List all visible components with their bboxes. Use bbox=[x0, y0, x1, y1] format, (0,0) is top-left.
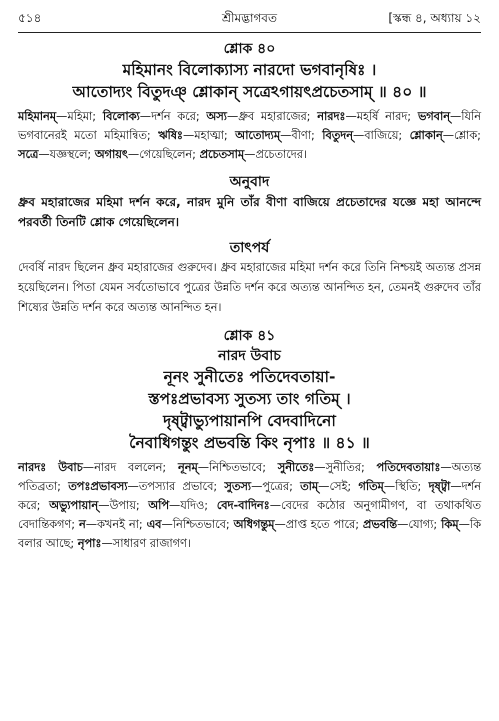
synonym-word: দৃষ্ট্বা bbox=[428, 480, 451, 493]
synonym-word: তপঃপ্রভাবস্য bbox=[68, 480, 128, 493]
verse-41-line: নূনং সুনীতেঃ পতিদেবতায়া- bbox=[163, 368, 336, 386]
synonym-word: সুতস্য bbox=[224, 480, 252, 493]
synonym-word: পতিদেবতায়াঃ bbox=[376, 461, 441, 474]
synonym-meaning: —দর্শন করে; bbox=[18, 480, 481, 512]
synonym-word: অস্য bbox=[206, 110, 227, 123]
synonym-word: আতোদ্যম্ bbox=[235, 129, 281, 142]
synonym-word: ঋষিঃ bbox=[158, 129, 183, 142]
synonym-meaning: —কি বলার আছে; bbox=[18, 518, 481, 550]
synonym-meaning: —স্থিতি; bbox=[383, 480, 429, 493]
synonym-word: প্রচেতসাম্ bbox=[199, 148, 245, 161]
synonym-meaning: —যদিও; bbox=[168, 499, 217, 512]
synonym-meaning: —বাজিয়ে; bbox=[352, 129, 410, 142]
synonym-word: নারদঃ bbox=[317, 110, 346, 123]
synonym-word: তাম্ bbox=[300, 480, 319, 493]
verse-41-line: দৃষ্ট্বাভ্যুপায়ানপি বেদবাদিনো bbox=[163, 412, 336, 430]
synonym-meaning: —গেয়েছিলেন; bbox=[127, 148, 200, 161]
verse-40-synonyms bbox=[18, 107, 481, 164]
verse-41-line: স্তপঃপ্রভাবস্য সুতস্য তাং গতিম্ । bbox=[148, 390, 351, 408]
synonym-word: মহিমানম্ bbox=[18, 110, 57, 123]
purport-heading: তাৎপর্য bbox=[229, 240, 270, 256]
synonym-word: অপি bbox=[148, 499, 169, 512]
page-number: ৫১৪ bbox=[18, 11, 42, 25]
synonym-word: নারদঃ উবাচ bbox=[18, 461, 83, 474]
page-header bbox=[18, 8, 481, 33]
verse-40-line: মহিমানং বিলোক্যাস্য নারদো ভগবানৃষিঃ । bbox=[122, 61, 377, 79]
synonym-meaning: —পুত্রের; bbox=[251, 480, 301, 493]
synonym-meaning: —নিশ্চিতভাবে; bbox=[161, 518, 234, 531]
synonym-meaning: —নারদ বললেন; bbox=[82, 461, 178, 474]
translation-heading: অনুবাদ bbox=[229, 174, 270, 190]
synonym-word: কিম্ bbox=[441, 518, 459, 531]
synonym-meaning: —যিনি ভগবানেরই মতো মহিমান্বিত; bbox=[18, 110, 482, 142]
synonym-meaning: —যজ্ঞস্থলে; bbox=[38, 148, 95, 161]
synonym-meaning: —সেই; bbox=[318, 480, 359, 493]
synonym-meaning: —তপস্যার প্রভাবে; bbox=[127, 480, 225, 493]
synonym-meaning: —যোগ্য; bbox=[397, 518, 442, 531]
verse-41-speaker: নারদ উবাচ bbox=[218, 348, 281, 364]
synonym-word: সত্রে bbox=[18, 148, 39, 161]
chapter-reference: [স্কন্ধ ৪, অধ্যায় ১২ bbox=[388, 11, 481, 25]
synonym-word: গতিম্ bbox=[358, 480, 384, 493]
synonym-word: বেদ-বাদিনঃ bbox=[216, 499, 270, 512]
verse-40-translation: ধ্রুব মহারাজের মহিমা দর্শন করে, নারদ মুনি তাঁর বীণা বাজিয়ে প্রচেতাদের যজ্ঞে মহা আনন্দে পরবর্তী তিনটি শ্লোক গেয়েছিলেন। bbox=[18, 195, 481, 229]
synonym-word: ন bbox=[78, 518, 86, 531]
synonym-word: বিতুদন্ bbox=[322, 129, 353, 142]
synonym-word: নৃপাঃ bbox=[77, 537, 102, 550]
synonym-meaning: —উপায়; bbox=[98, 499, 149, 512]
book-title: শ্রীমদ্ভাগবত bbox=[221, 11, 277, 25]
synonym-word: অধিগন্তুম্ bbox=[233, 518, 275, 531]
synonym-meaning: —শ্লোক; bbox=[442, 129, 481, 142]
synonym-meaning: —মহাত্মা; bbox=[182, 129, 236, 142]
verse-41-heading: শ্লোক ৪১ bbox=[223, 328, 276, 344]
verse-40-line: আতোদ্যং বিতুদঞ্ শ্লোকান্ সত্রেঽগায়ৎপ্রচেতসাম্ ॥ ৪০ ॥ bbox=[72, 83, 427, 101]
synonym-meaning: —নিশ্চিতভাবে; bbox=[197, 461, 278, 474]
synonym-word: নূনম্ bbox=[177, 461, 198, 474]
synonym-word: অভ্যুপায়ান্ bbox=[49, 499, 99, 512]
synonym-word: বিলোক্য bbox=[102, 110, 140, 123]
verse-41-synonyms bbox=[18, 458, 481, 553]
synonym-meaning: —প্রাপ্ত হতে পারে; bbox=[274, 518, 363, 531]
synonym-meaning: —প্রচেতাদের। bbox=[244, 148, 307, 161]
verse-41-text bbox=[18, 366, 481, 454]
synonym-word: ভগবান্ bbox=[417, 110, 450, 123]
verse-40-purport: দেবর্ষি নারদ ছিলেন ধ্রুব মহারাজের গুরুদেব। ধ্রুব মহারাজের মহিমা দর্শন করে তিনি নিশ্চয়ই অত্যন্ত প্রসন্ন হয়েছিলেন। পিতা যেমন সর্বতোভাবে পুত্রের উন্নতি দর্শন করে অত্যন্ত আনন্দিত হন, তেমনই গুরুদেব তাঁর শিষ্যের উন্নতি দর্শন করে অত্যন্ত আনন্দিত হন। bbox=[18, 261, 481, 314]
synonym-word: অগায়ৎ bbox=[94, 148, 128, 161]
synonym-meaning: —মহর্ষি নারদ; bbox=[345, 110, 418, 123]
verse-41-line: নৈবাধিগন্তুং প্রভবন্তি কিং নৃপাঃ ॥ ৪১ ॥ bbox=[129, 434, 370, 452]
synonym-meaning: —সুনীতির; bbox=[314, 461, 377, 474]
verse-40-text bbox=[18, 59, 481, 103]
synonym-word: এব bbox=[146, 518, 162, 531]
synonym-meaning: —ধ্রুব মহারাজের; bbox=[226, 110, 318, 123]
synonym-meaning: —মহিমা; bbox=[56, 110, 103, 123]
synonym-meaning: —দর্শন করে; bbox=[139, 110, 207, 123]
synonym-word: শ্লোকান্ bbox=[409, 129, 443, 142]
synonym-meaning: —অত্যন্ত পতিব্রতা; bbox=[18, 461, 481, 493]
synonym-word: সুনীতেঃ bbox=[277, 461, 315, 474]
synonym-word: প্রভবন্তি bbox=[362, 518, 398, 531]
synonym-meaning: —বীণা; bbox=[280, 129, 323, 142]
verse-40-heading: শ্লোক ৪০ bbox=[223, 41, 276, 57]
synonym-meaning: —কখনই না; bbox=[85, 518, 147, 531]
synonym-meaning: —সাধারণ রাজাগণ। bbox=[101, 537, 191, 550]
synonym-meaning: —বেদের কঠোর অনুগামীগণ, বা তথাকথিত বেদান্তিকগণ; bbox=[18, 499, 482, 531]
